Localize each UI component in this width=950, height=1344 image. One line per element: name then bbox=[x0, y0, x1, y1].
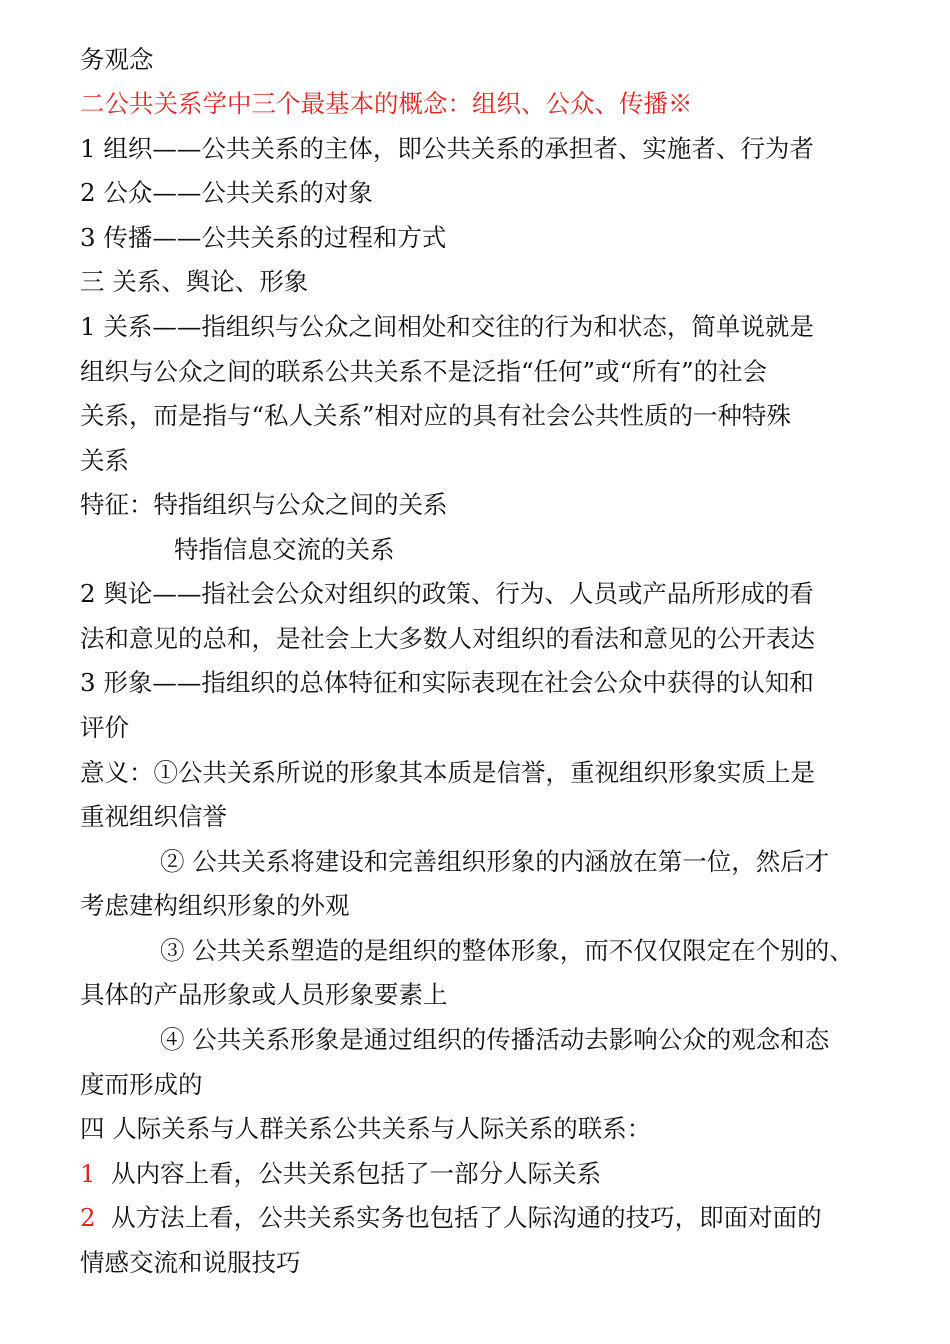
list-number: 1 bbox=[80, 1159, 96, 1188]
text-line: 1 关系——指组织与公众之间相处和交往的行为和状态，简单说就是 bbox=[80, 312, 814, 341]
text-line: 2 舆论——指社会公众对组织的政策、行为、人员或产品所形成的看 bbox=[80, 579, 814, 608]
text-line: 法和意见的总和，是社会上大多数人对组织的看法和意见的公开表达 bbox=[80, 624, 815, 653]
list-item bbox=[80, 1158, 601, 1190]
text-line: 考虑建构组织形象的外观 bbox=[80, 891, 350, 920]
text-line: 重视组织信誉 bbox=[80, 802, 227, 831]
list-item-text: 从内容上看，公共关系包括了一部分人际关系 bbox=[111, 1159, 602, 1188]
section-heading: 四 人际关系与人群关系公共关系与人际关系的联系： bbox=[80, 1114, 652, 1143]
text-line: ③ 公共关系塑造的是组织的整体形象，而不仅仅限定在个别的、 bbox=[160, 936, 854, 965]
text-line: 评价 bbox=[80, 713, 129, 742]
list-number: 2 bbox=[80, 1203, 96, 1232]
section-heading: 三 关系、舆论、形象 bbox=[80, 267, 309, 296]
text-line: ② 公共关系将建设和完善组织形象的内涵放在第一位，然后才 bbox=[160, 847, 830, 876]
section-heading: 二公共关系学中三个最基本的概念：组织、公众、传播※ bbox=[80, 89, 693, 118]
text-line: 关系，而是指与“私人关系”相对应的具有社会公共性质的一种特殊 bbox=[80, 401, 792, 430]
text-line: 3 传播——公共关系的过程和方式 bbox=[80, 223, 447, 252]
text-line: 务观念 bbox=[80, 45, 154, 74]
text-line: 2 公众——公共关系的对象 bbox=[80, 178, 373, 207]
text-line: 关系 bbox=[80, 446, 129, 475]
text-line: ④ 公共关系形象是通过组织的传播活动去影响公众的观念和态 bbox=[160, 1025, 830, 1054]
list-item bbox=[80, 1202, 822, 1234]
text-line: 度而形成的 bbox=[80, 1070, 203, 1099]
text-line: 3 形象——指组织的总体特征和实际表现在社会公众中获得的认知和 bbox=[80, 668, 814, 697]
text-line: 情感交流和说服技巧 bbox=[80, 1248, 301, 1277]
text-line: 特指信息交流的关系 bbox=[174, 535, 395, 564]
list-item-text: 从方法上看，公共关系实务也包括了人际沟通的技巧，即面对面的 bbox=[111, 1203, 822, 1232]
text-line: 特征：特指组织与公众之间的关系 bbox=[80, 490, 448, 519]
text-line: 具体的产品形象或人员形象要素上 bbox=[80, 980, 448, 1009]
text-line: 意义：①公共关系所说的形象其本质是信誉，重视组织形象实质上是 bbox=[80, 758, 815, 787]
text-line: 组织与公众之间的联系公共关系不是泛指“任何”或“所有”的社会 bbox=[80, 357, 768, 386]
text-line: 1 组织——公共关系的主体，即公共关系的承担者、实施者、行为者 bbox=[80, 134, 814, 163]
